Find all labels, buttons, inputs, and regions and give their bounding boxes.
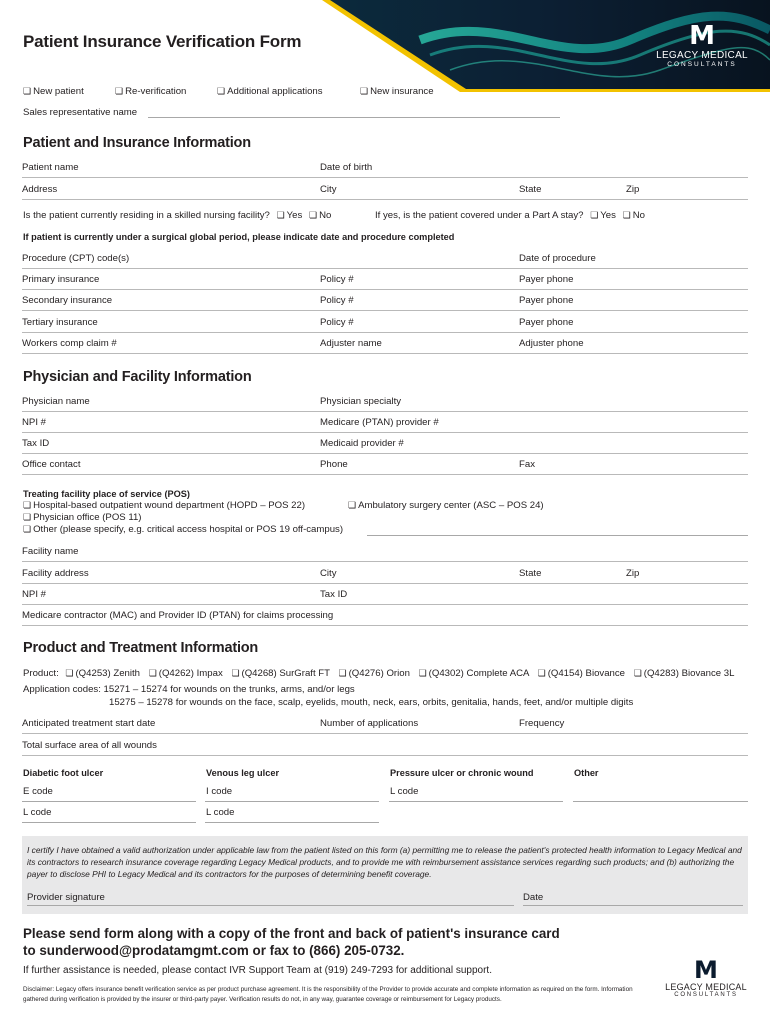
wound-type-vlu: Venous leg ulcer — [206, 768, 280, 778]
form-title: Patient Insurance Verification Form — [23, 32, 302, 51]
facility-state-label: State — [519, 568, 542, 579]
product-label: Product: — [23, 668, 59, 679]
physician-section-heading: Physician and Facility Information — [23, 369, 252, 385]
cpt-label: Procedure (CPT) code(s) — [22, 253, 130, 264]
num-applications-label: Number of applications — [320, 718, 419, 729]
wound-type-other: Other — [574, 768, 599, 778]
dfu-e-code-field[interactable] — [22, 801, 196, 802]
surgical-period-note: If patient is currently under a surgical global period, please indicate date and procedure completed — [23, 232, 455, 242]
pos-asc-checkbox[interactable]: ❏ Ambulatory surgery center (ASC – POS 24) — [348, 500, 544, 511]
physician-specialty-label: Physician specialty — [320, 396, 402, 407]
address-row[interactable] — [22, 179, 748, 200]
header-brand-logo — [652, 22, 752, 68]
payer-phone-label: Payer phone — [519, 274, 574, 285]
send-instructions — [23, 925, 560, 959]
product-zenith-checkbox[interactable]: ❏ (Q4253) Zenith — [65, 668, 140, 679]
product-biovance-checkbox[interactable]: ❏ (Q4154) Biovance — [538, 668, 625, 679]
parta-question — [375, 210, 645, 221]
legacy-monogram-icon: M — [689, 21, 715, 51]
payer-phone-label: Payer phone — [519, 317, 574, 328]
tax-id-label: Tax ID — [22, 438, 50, 449]
certification-box — [22, 836, 748, 914]
provider-signature-field[interactable] — [27, 905, 514, 906]
footer-brand-subname: CONSULTANTS — [674, 992, 738, 998]
physician-name-row[interactable] — [22, 391, 748, 412]
facility-name-label: Facility name — [22, 546, 79, 557]
vlu-i-code-field[interactable] — [205, 801, 379, 802]
pos-office-checkbox[interactable]: ❏ Physician office (POS 11) — [23, 512, 142, 523]
parta-yes-checkbox[interactable]: ❏ Yes — [590, 210, 616, 221]
mac-row[interactable] — [22, 605, 748, 626]
legacy-monogram-icon: M — [694, 956, 718, 984]
zip-label: Zip — [626, 184, 640, 195]
product-complete-aca-checkbox[interactable]: ❏ (Q4302) Complete ACA — [419, 668, 529, 679]
pressure-l-code-field[interactable] — [389, 801, 563, 802]
patient-name-row[interactable] — [22, 157, 748, 178]
office-contact-label: Office contact — [22, 459, 81, 470]
signature-date-label: Date — [523, 892, 544, 903]
facility-tax-id-label: Tax ID — [320, 589, 348, 600]
address-label: Address — [22, 184, 58, 195]
facility-npi-label: NPI # — [22, 589, 46, 600]
physician-name-label: Physician name — [22, 396, 90, 407]
disclaimer-text: Disclaimer: Legacy offers insurance benefit verification service as per product purchase agreement. It is the responsibility of the Provider to provide accurate and complete information as required on the form. Information gathered during verification is provided by the insurer or third-party payer. Verification results do not, in any way, guarantee coverage or reimbursement for Legacy products. — [23, 986, 633, 1003]
payer-phone-label: Payer phone — [519, 295, 574, 306]
patient-section-heading: Patient and Insurance Information — [23, 135, 251, 151]
adjuster-phone-label: Adjuster phone — [519, 338, 584, 349]
insurance-row-label: Workers comp claim # — [22, 338, 117, 349]
sales-rep-field[interactable] — [148, 117, 560, 118]
send-line2: to sunderwood@prodatamgmt.com or fax to (866) 205-0732. — [23, 943, 405, 958]
provider-signature-label: Provider signature — [27, 892, 105, 903]
product-biovance-3l-checkbox[interactable]: ❏ (Q4283) Biovance 3L — [634, 668, 735, 679]
signature-date-field[interactable] — [523, 905, 743, 906]
date-procedure-label: Date of procedure — [519, 253, 596, 264]
secondary-insurance-row[interactable] — [22, 290, 748, 311]
policy-label: Policy # — [320, 317, 354, 328]
policy-label: Policy # — [320, 295, 354, 306]
brand-subname: CONSULTANTS — [667, 61, 737, 68]
parta-no-checkbox[interactable]: ❏ No — [623, 210, 645, 221]
phone-label: Phone — [320, 459, 348, 470]
npi-label: NPI # — [22, 417, 46, 428]
dfu-e-code-label: E code — [23, 786, 53, 797]
treatment-start-row[interactable] — [22, 713, 748, 734]
checkbox-new-insurance[interactable]: ❏ New insurance — [360, 86, 434, 97]
workers-comp-row[interactable] — [22, 333, 748, 354]
snf-question — [23, 210, 331, 221]
snf-question-text: Is the patient currently residing in a skilled nursing facility? — [23, 210, 270, 221]
primary-insurance-row[interactable] — [22, 269, 748, 290]
facility-address-row[interactable] — [22, 563, 748, 584]
dob-label: Date of birth — [320, 162, 373, 173]
pos-other-checkbox[interactable]: ❏ Other (please specify, e.g. critical access hospital or POS 19 off-campus) — [23, 524, 343, 535]
npi-row[interactable] — [22, 412, 748, 433]
product-orion-checkbox[interactable]: ❏ (Q4276) Orion — [339, 668, 410, 679]
dfu-l-code-label: L code — [23, 807, 52, 818]
footer-brand-logo — [662, 958, 750, 998]
office-contact-row[interactable] — [22, 454, 748, 475]
facility-city-label: City — [320, 568, 337, 579]
facility-zip-label: Zip — [626, 568, 640, 579]
other-code-field[interactable] — [573, 801, 748, 802]
adjuster-name-label: Adjuster name — [320, 338, 382, 349]
send-line1: Please send form along with a copy of the front and back of patient's insurance card — [23, 926, 560, 941]
application-codes-line1: Application codes: 15271 – 15274 for wounds on the trunks, arms, and/or legs — [23, 684, 355, 695]
facility-address-label: Facility address — [22, 568, 89, 579]
parta-question-text: If yes, is the patient covered under a Part A stay? — [375, 210, 584, 221]
product-options — [23, 668, 734, 679]
policy-label: Policy # — [320, 274, 354, 285]
insurance-row-label: Tertiary insurance — [22, 317, 98, 328]
snf-yes-checkbox[interactable]: ❏ Yes — [277, 210, 303, 221]
tertiary-insurance-row[interactable] — [22, 312, 748, 333]
surface-area-row[interactable] — [22, 735, 748, 756]
pos-heading: Treating facility place of service (POS) — [23, 489, 190, 499]
cpt-row[interactable] — [22, 248, 748, 269]
checkbox-additional-applications[interactable]: ❏ Additional applications — [217, 86, 323, 97]
facility-name-row[interactable] — [22, 541, 748, 562]
tax-id-row[interactable] — [22, 433, 748, 454]
checkbox-new-patient[interactable]: ❏ New patient — [23, 86, 84, 97]
state-label: State — [519, 184, 542, 195]
vlu-l-code-label: L code — [206, 807, 235, 818]
vlu-i-code-label: I code — [206, 786, 233, 797]
city-label: City — [320, 184, 337, 195]
assistance-text: If further assistance is needed, please contact IVR Support Team at (919) 249-7293 for additional support. — [23, 965, 492, 976]
surface-area-label: Total surface area of all wounds — [22, 740, 157, 751]
checkbox-reverification[interactable]: ❏ Re-verification — [115, 86, 186, 97]
medicare-ptan-label: Medicare (PTAN) provider # — [320, 417, 439, 428]
brand-name: LEGACY MEDICAL — [656, 50, 748, 61]
mac-label: Medicare contractor (MAC) and Provider ID (PTAN) for claims processing — [22, 610, 334, 621]
patient-name-label: Patient name — [22, 162, 79, 173]
certification-text: I certify I have obtained a valid authorization under applicable law from the patient listed on this form (a) permitting me to release the patient's protected health information to Legacy Medical and its contractors to research insurance coverage regarding Legacy Medical products, and to provide me with reimbursement assistance services regarding such products; and (b) authorizing the payer to disclose PHI to Legacy Medical and its contractors for the purposes of determining benefit coverage. — [27, 845, 742, 879]
wound-type-pressure: Pressure ulcer or chronic wound — [390, 768, 534, 778]
dfu-l-code-field[interactable] — [22, 822, 196, 823]
sales-rep-label: Sales representative name — [23, 107, 138, 118]
wound-type-dfu: Diabetic foot ulcer — [23, 768, 104, 778]
vlu-l-code-field[interactable] — [205, 822, 379, 823]
fax-label: Fax — [519, 459, 535, 470]
insurance-row-label: Primary insurance — [22, 274, 100, 285]
product-surgraft-checkbox[interactable]: ❏ (Q4268) SurGraft FT — [231, 668, 329, 679]
application-codes-line2: 15275 – 15278 for wounds on the face, scalp, eyelids, mouth, neck, ears, orbits, genitalia, hands, feet, and/or multiple digits — [109, 697, 634, 708]
medicaid-provider-label: Medicaid provider # — [320, 438, 404, 449]
footer-brand-name: LEGACY MEDICAL — [665, 982, 747, 992]
snf-no-checkbox[interactable]: ❏ No — [309, 210, 331, 221]
start-date-label: Anticipated treatment start date — [22, 718, 156, 729]
product-section-heading: Product and Treatment Information — [23, 640, 259, 656]
facility-npi-row[interactable] — [22, 584, 748, 605]
insurance-row-label: Secondary insurance — [22, 295, 113, 306]
pos-hopd-checkbox[interactable]: ❏ Hospital-based outpatient wound department (HOPD – POS 22) — [23, 500, 305, 511]
product-impax-checkbox[interactable]: ❏ (Q4262) Impax — [149, 668, 223, 679]
pos-other-field[interactable] — [367, 535, 748, 536]
pressure-l-code-label: L code — [390, 786, 419, 797]
frequency-label: Frequency — [519, 718, 565, 729]
